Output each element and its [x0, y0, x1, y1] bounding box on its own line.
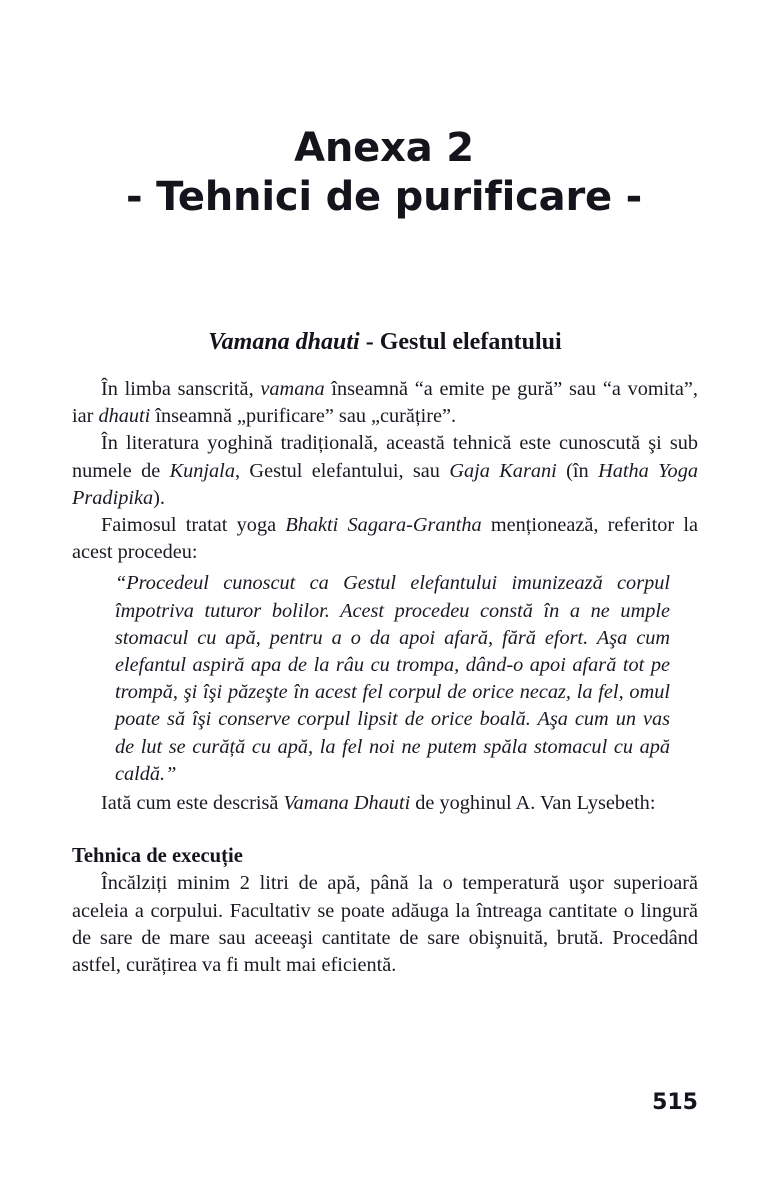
paragraph-technique-body: Încălziți minim 2 litri de apă, până la o temperatură uşor superioară aceleia a corpului. Facultativ se poate adăuga la întreaga cantitate o lingură de sare de mare sau aceeaşi cantitate de sare obişnuită, brută. Procedând astfel, curățirea va fi mult mai eficientă.	[72, 872, 698, 977]
italic-term-gaja-karani: Gaja Karani	[449, 459, 557, 482]
italic-term-vamana: vamana	[260, 378, 325, 400]
italic-term-dhauti: dhauti	[98, 405, 151, 428]
text-run: de yoghinul A. Van Lysebeth:	[410, 792, 656, 815]
page-title	[0, 124, 768, 222]
text-run: , Gestul elefantului, sau	[234, 459, 450, 482]
section-heading-rest: - Gestul elefantului	[359, 328, 562, 355]
paragraph-tradition	[72, 430, 698, 512]
text-run: înseamnă „purificare” sau „curățire”.	[150, 405, 457, 428]
blockquote-elephant-gesture: “Procedeul cunoscut ca Gestul elefantului imunizează corpul împotriva tuturor bolilor. Acest procedeu constă în a ne umple stomacul cu apă, pentru a o da apoi afară, fără efort. Aşa cum elefantul aspiră apa de la râu cu trompa, dând-o apoi afară tot pe trompă, şi îşi păzeşte în acest fel corpul de orice necaz, la fel, omul poate să îşi conserve corpul lipsit de orice boală. Aşa cum un vas de lut se curăță cu apă, la fel noi ne putem spăla stomacul cu apă caldă.”	[115, 572, 670, 785]
text-run: În limba sanscrită,	[101, 378, 261, 400]
italic-term-vamana-dhauti: Vamana Dhauti	[283, 792, 411, 815]
subheading-technique: Tehnica de execuție	[72, 845, 243, 868]
text-run: înseamnă “a emite pe gură” sau “a vomita”, iar	[72, 378, 698, 428]
italic-title-bhakti-sagara-grantha: Bhakti Sagara-Grantha	[285, 514, 482, 537]
text-run: (în	[556, 459, 599, 482]
text-run: În literatura yoghină tradițională, această tehnică este cunoscută şi sub numele de	[72, 432, 698, 482]
page-number: 515	[652, 1090, 698, 1115]
text-run: Faimosul tratat yoga	[101, 514, 286, 537]
document-body	[72, 376, 698, 979]
italic-term-kunjala: Kunjala	[169, 459, 235, 482]
section-heading	[72, 326, 698, 358]
title-line-secondary: - Tehnici de purificare -	[125, 174, 643, 220]
text-run: menționează, referitor la acest procedeu:	[72, 514, 698, 564]
text-run: ).	[153, 486, 165, 509]
paragraph-lysebeth-intro	[72, 790, 698, 817]
paragraph-treatise-intro	[72, 512, 698, 566]
spacer	[72, 817, 698, 843]
title-line-primary: Anexa 2	[294, 125, 474, 171]
section-heading-sanskrit: Vamana dhauti	[208, 328, 360, 355]
text-run: Iată cum este descrisă	[101, 792, 284, 815]
paragraph-definition	[72, 376, 698, 430]
italic-title-hatha-yoga-pradipika: Hatha Yoga Pradipika	[72, 459, 698, 509]
